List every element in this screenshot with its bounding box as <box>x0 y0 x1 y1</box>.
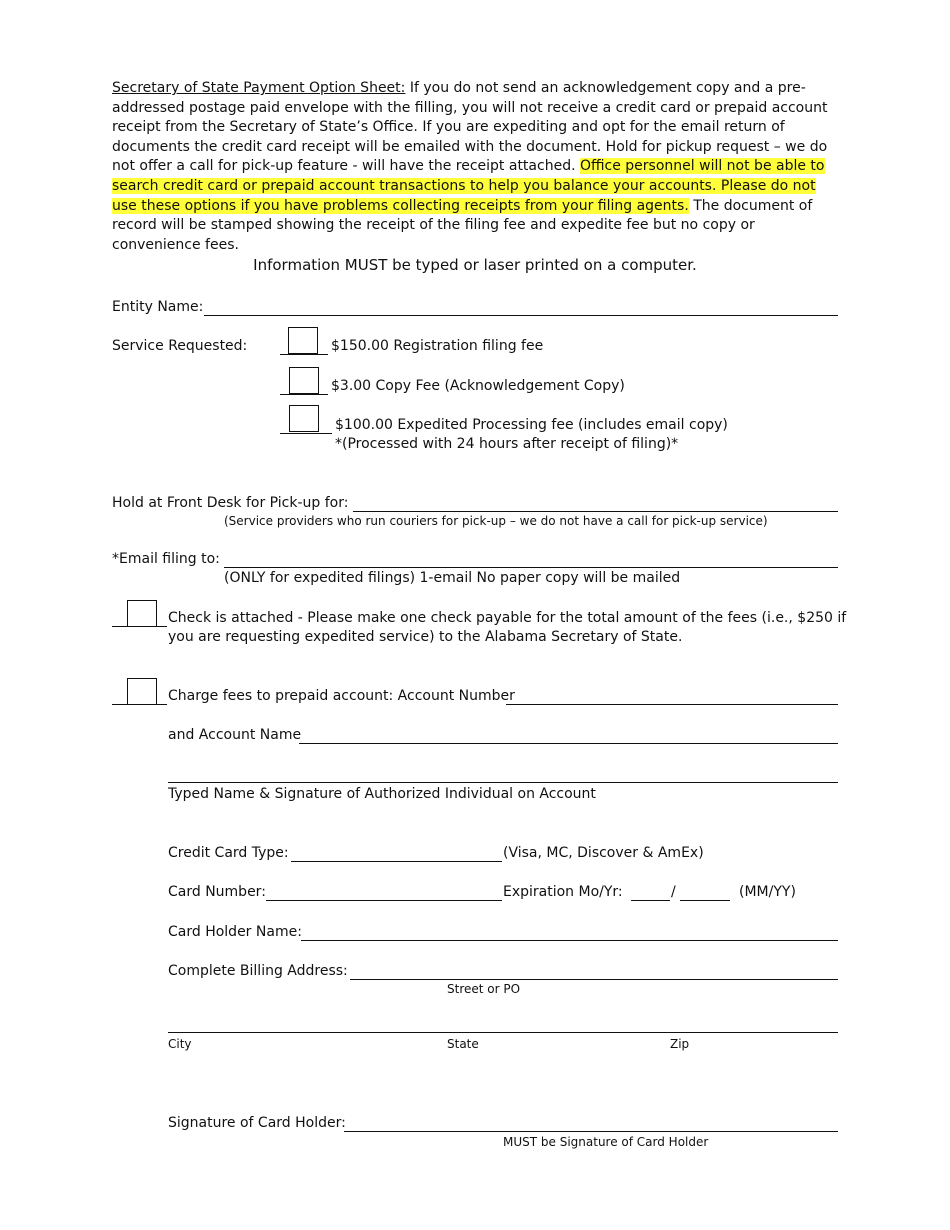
entity-name-label: Entity Name: <box>112 299 204 315</box>
authorized-signature-field[interactable] <box>168 782 838 783</box>
state-caption: State <box>447 1037 479 1051</box>
service-option-3-underline <box>280 433 332 434</box>
intro-text-2: The document of record will be stamped showing the receipt of the filing fee and expedite fee but no copy or convenience fees. <box>112 197 813 253</box>
card-type-hint: (Visa, MC, Discover & AmEx) <box>503 845 704 861</box>
service-option-2-checkbox[interactable] <box>289 367 319 394</box>
prepaid-account-checkbox[interactable] <box>127 678 157 705</box>
service-option-3-checkbox[interactable] <box>289 405 319 432</box>
email-note: (ONLY for expedited filings) 1-email No paper copy will be mailed <box>224 570 681 586</box>
email-label: *Email filing to: <box>112 551 220 567</box>
card-holder-signature-caption: MUST be Signature of Card Holder <box>503 1135 709 1149</box>
service-option-1-checkbox[interactable] <box>288 327 318 354</box>
service-option-2-underline <box>280 394 328 395</box>
city-caption: City <box>168 1037 192 1051</box>
expiration-year-field[interactable] <box>680 900 730 901</box>
service-option-2-label: $3.00 Copy Fee (Acknowledgement Copy) <box>331 378 625 394</box>
hold-label: Hold at Front Desk for Pick-up for: <box>112 495 349 511</box>
expiration-slash: / <box>671 884 676 900</box>
account-name-field[interactable] <box>299 743 838 744</box>
card-holder-signature-label: Signature of Card Holder: <box>168 1115 346 1131</box>
check-text-line-1: Check is attached - Please make one check payable for the total amount of the fees (i.e., $250 if <box>168 610 847 626</box>
intro-heading: Secretary of State Payment Option Sheet: <box>112 80 406 96</box>
expiration-format: (MM/YY) <box>739 884 796 900</box>
typed-notice: Information MUST be typed or laser printed on a computer. <box>253 256 697 274</box>
authorized-signature-caption: Typed Name & Signature of Authorized Individual on Account <box>168 786 596 802</box>
card-number-label: Card Number: <box>168 884 266 900</box>
hold-field[interactable] <box>353 511 838 512</box>
service-option-1-underline <box>280 354 328 355</box>
intro-paragraph <box>112 79 838 255</box>
card-holder-field[interactable] <box>301 940 838 941</box>
billing-address-label: Complete Billing Address: <box>168 963 348 979</box>
intro-highlight: Office personnel will not be able to search credit card or prepaid account transactions to help you balance your accounts. Please do not use these options if you have problems collecting receipts from your filing agents. <box>112 158 825 214</box>
service-requested-label: Service Requested: <box>112 338 248 354</box>
account-number-field[interactable] <box>506 704 838 705</box>
hold-note: (Service providers who run couriers for pick-up – we do not have a call for pick-up service) <box>224 514 768 528</box>
expedite-note: *(Processed with 24 hours after receipt of filing)* <box>335 436 679 452</box>
prepaid-label: Charge fees to prepaid account: Account Number <box>168 688 515 704</box>
card-type-field[interactable] <box>291 861 502 862</box>
city-state-zip-field[interactable] <box>168 1032 838 1033</box>
entity-name-field[interactable] <box>204 315 838 316</box>
expiration-month-field[interactable] <box>631 900 670 901</box>
check-text-line-2: you are requesting expedited service) to the Alabama Secretary of State. <box>168 629 683 645</box>
email-field[interactable] <box>224 567 838 568</box>
card-number-field[interactable] <box>266 900 502 901</box>
service-option-3-label: $100.00 Expedited Processing fee (includes email copy) <box>335 417 728 433</box>
street-caption: Street or PO <box>447 982 521 996</box>
card-holder-label: Card Holder Name: <box>168 924 302 940</box>
street-field[interactable] <box>350 979 838 980</box>
card-holder-signature-field[interactable] <box>344 1131 838 1132</box>
intro-text-1: If you do not send an acknowledgement copy and a pre-addressed postage paid envelope with the filling, you will not receive a credit card or prepaid account receipt from the Secretary of State’s Office. If you are expediting and opt for the email return of documents the credit card receipt will be emailed with the document. Hold for pickup request – we do not offer a call for pick-up feature - will have the receipt attached. <box>112 80 828 175</box>
expiration-label: Expiration Mo/Yr: <box>503 884 623 900</box>
card-type-label: Credit Card Type: <box>168 845 289 861</box>
account-name-label: and Account Name <box>168 727 302 743</box>
check-attached-checkbox[interactable] <box>127 600 157 627</box>
zip-caption: Zip <box>670 1037 690 1051</box>
service-option-1-label: $150.00 Registration filing fee <box>331 338 544 354</box>
